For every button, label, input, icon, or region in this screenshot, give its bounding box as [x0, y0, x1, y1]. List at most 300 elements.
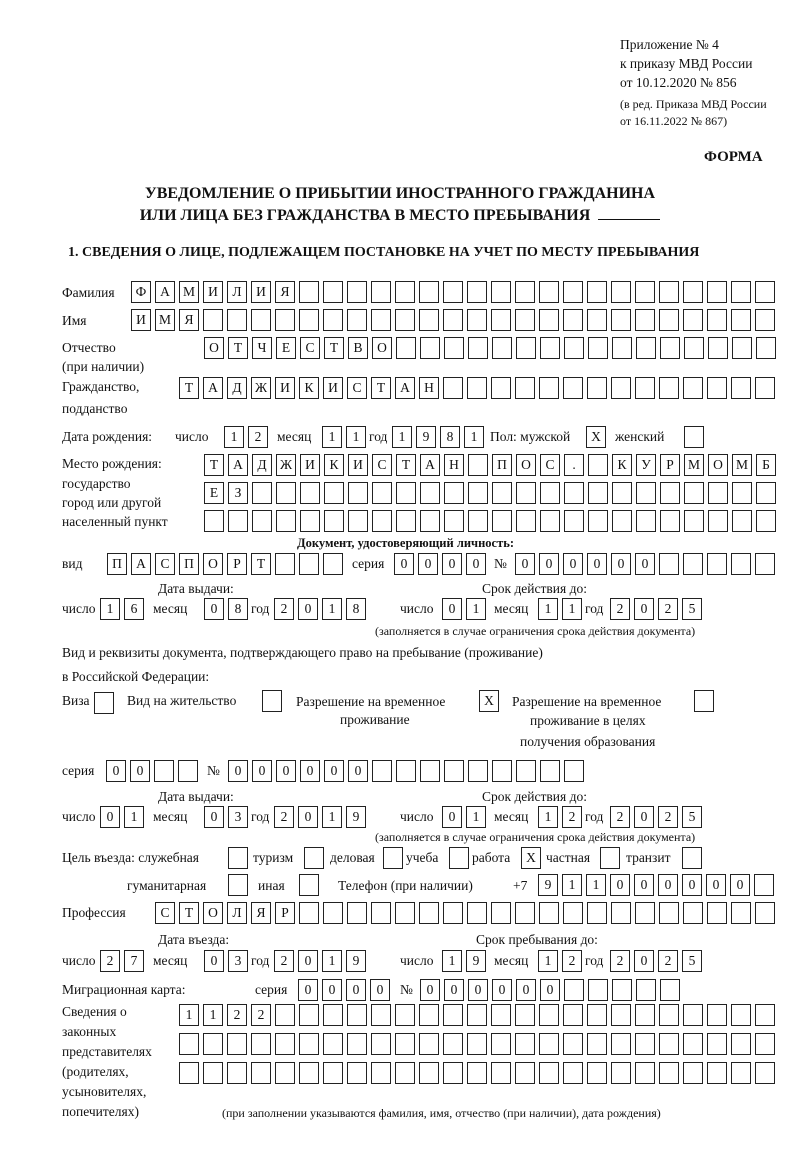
char-cell[interactable]: 0 — [276, 760, 296, 782]
char-cell[interactable] — [323, 1033, 343, 1055]
char-cell[interactable] — [299, 1004, 319, 1026]
char-cell[interactable] — [563, 309, 583, 331]
char-cell[interactable]: 0 — [444, 979, 464, 1001]
char-cell[interactable] — [444, 337, 464, 359]
char-cell[interactable]: 1 — [203, 1004, 223, 1026]
char-cell[interactable]: 7 — [124, 950, 144, 972]
char-cell[interactable] — [540, 760, 560, 782]
char-cell[interactable] — [299, 902, 319, 924]
char-cell[interactable]: Ф — [131, 281, 151, 303]
char-cell[interactable] — [227, 1033, 247, 1055]
char-cell[interactable]: 0 — [322, 979, 342, 1001]
char-cell[interactable] — [587, 1004, 607, 1026]
char-cell[interactable] — [755, 1033, 775, 1055]
char-cell[interactable] — [636, 337, 656, 359]
stay-month-field[interactable] — [538, 950, 582, 972]
birth-month-field[interactable] — [322, 426, 366, 448]
char-cell[interactable]: 0 — [515, 553, 535, 575]
char-cell[interactable]: М — [179, 281, 199, 303]
char-cell[interactable]: 0 — [204, 950, 224, 972]
char-cell[interactable] — [684, 426, 704, 448]
char-cell[interactable] — [515, 1033, 535, 1055]
char-cell[interactable] — [468, 482, 488, 504]
char-cell[interactable] — [731, 377, 751, 399]
char-cell[interactable] — [491, 309, 511, 331]
char-cell[interactable] — [467, 309, 487, 331]
char-cell[interactable] — [588, 510, 608, 532]
purpose-transit-checkbox[interactable] — [682, 847, 702, 869]
char-cell[interactable]: 5 — [682, 950, 702, 972]
char-cell[interactable]: 1 — [392, 426, 412, 448]
char-cell[interactable] — [659, 1033, 679, 1055]
char-cell[interactable] — [683, 1004, 703, 1026]
char-cell[interactable] — [276, 482, 296, 504]
char-cell[interactable]: В — [348, 337, 368, 359]
char-cell[interactable] — [420, 760, 440, 782]
char-cell[interactable] — [348, 482, 368, 504]
char-cell[interactable]: О — [203, 902, 223, 924]
char-cell[interactable]: Т — [324, 337, 344, 359]
char-cell[interactable]: 1 — [586, 874, 606, 896]
entry-year-field[interactable] — [274, 950, 366, 972]
char-cell[interactable] — [444, 482, 464, 504]
char-cell[interactable] — [300, 510, 320, 532]
char-cell[interactable]: 0 — [540, 979, 560, 1001]
char-cell[interactable] — [755, 902, 775, 924]
char-cell[interactable]: Т — [396, 454, 416, 476]
char-cell[interactable] — [468, 454, 488, 476]
surname-field[interactable] — [131, 281, 775, 303]
purpose-other-checkbox[interactable] — [299, 874, 319, 896]
char-cell[interactable] — [707, 377, 727, 399]
right-series-field[interactable] — [106, 760, 198, 782]
char-cell[interactable] — [588, 979, 608, 1001]
char-cell[interactable]: О — [708, 454, 728, 476]
char-cell[interactable]: 0 — [298, 598, 318, 620]
char-cell[interactable] — [443, 309, 463, 331]
char-cell[interactable] — [299, 281, 319, 303]
char-cell[interactable]: Р — [227, 553, 247, 575]
char-cell[interactable]: X — [479, 690, 499, 712]
char-cell[interactable] — [516, 337, 536, 359]
char-cell[interactable] — [251, 1062, 271, 1084]
purpose-private-checkbox[interactable] — [600, 847, 620, 869]
char-cell[interactable] — [708, 482, 728, 504]
char-cell[interactable] — [347, 902, 367, 924]
valid-year-field[interactable] — [610, 598, 702, 620]
reps-field-1[interactable] — [179, 1004, 775, 1026]
trp-checkbox[interactable] — [479, 690, 499, 712]
char-cell[interactable]: 2 — [610, 806, 630, 828]
char-cell[interactable] — [323, 281, 343, 303]
char-cell[interactable]: 5 — [682, 598, 702, 620]
char-cell[interactable]: 0 — [204, 598, 224, 620]
char-cell[interactable] — [539, 1004, 559, 1026]
char-cell[interactable]: 1 — [562, 874, 582, 896]
char-cell[interactable]: Д — [252, 454, 272, 476]
char-cell[interactable] — [203, 1062, 223, 1084]
char-cell[interactable] — [491, 902, 511, 924]
char-cell[interactable] — [540, 337, 560, 359]
char-cell[interactable] — [588, 482, 608, 504]
char-cell[interactable] — [299, 553, 319, 575]
char-cell[interactable]: Я — [275, 281, 295, 303]
issue-day-field[interactable] — [100, 598, 144, 620]
char-cell[interactable]: 0 — [442, 806, 462, 828]
char-cell[interactable]: 0 — [706, 874, 726, 896]
char-cell[interactable] — [178, 760, 198, 782]
char-cell[interactable]: 0 — [658, 874, 678, 896]
char-cell[interactable]: Е — [276, 337, 296, 359]
char-cell[interactable] — [467, 1062, 487, 1084]
char-cell[interactable]: И — [131, 309, 151, 331]
char-cell[interactable] — [707, 1004, 727, 1026]
char-cell[interactable] — [611, 1033, 631, 1055]
char-cell[interactable] — [443, 1033, 463, 1055]
char-cell[interactable]: 0 — [252, 760, 272, 782]
char-cell[interactable] — [299, 309, 319, 331]
char-cell[interactable] — [756, 510, 776, 532]
char-cell[interactable] — [227, 309, 247, 331]
char-cell[interactable] — [515, 281, 535, 303]
char-cell[interactable] — [731, 1033, 751, 1055]
char-cell[interactable] — [588, 454, 608, 476]
char-cell[interactable] — [708, 337, 728, 359]
valid-month-field[interactable] — [538, 598, 582, 620]
char-cell[interactable] — [587, 281, 607, 303]
char-cell[interactable] — [754, 874, 774, 896]
char-cell[interactable] — [228, 847, 248, 869]
char-cell[interactable]: 2 — [658, 950, 678, 972]
char-cell[interactable] — [491, 281, 511, 303]
char-cell[interactable] — [755, 1004, 775, 1026]
char-cell[interactable] — [732, 337, 752, 359]
right-valid-day-field[interactable] — [442, 806, 486, 828]
char-cell[interactable] — [347, 1004, 367, 1026]
char-cell[interactable] — [347, 1033, 367, 1055]
char-cell[interactable] — [539, 377, 559, 399]
char-cell[interactable] — [611, 309, 631, 331]
char-cell[interactable] — [179, 1033, 199, 1055]
char-cell[interactable] — [731, 281, 751, 303]
char-cell[interactable]: 1 — [124, 806, 144, 828]
char-cell[interactable] — [707, 1033, 727, 1055]
name-field[interactable] — [131, 309, 775, 331]
char-cell[interactable]: О — [372, 337, 392, 359]
char-cell[interactable] — [275, 553, 295, 575]
char-cell[interactable]: 0 — [394, 553, 414, 575]
char-cell[interactable]: 1 — [466, 598, 486, 620]
char-cell[interactable] — [683, 309, 703, 331]
char-cell[interactable]: 1 — [322, 426, 342, 448]
char-cell[interactable] — [443, 377, 463, 399]
char-cell[interactable] — [660, 482, 680, 504]
char-cell[interactable]: 2 — [274, 598, 294, 620]
char-cell[interactable]: Ч — [252, 337, 272, 359]
char-cell[interactable]: 1 — [224, 426, 244, 448]
char-cell[interactable] — [564, 482, 584, 504]
char-cell[interactable] — [683, 553, 703, 575]
profession-field[interactable] — [155, 902, 775, 924]
char-cell[interactable] — [515, 377, 535, 399]
char-cell[interactable] — [756, 337, 776, 359]
birth-day-field[interactable] — [224, 426, 268, 448]
char-cell[interactable]: 0 — [634, 806, 654, 828]
char-cell[interactable]: 1 — [346, 426, 366, 448]
char-cell[interactable]: 0 — [298, 979, 318, 1001]
char-cell[interactable]: З — [228, 482, 248, 504]
char-cell[interactable] — [564, 337, 584, 359]
char-cell[interactable]: 0 — [468, 979, 488, 1001]
char-cell[interactable]: Т — [179, 902, 199, 924]
birth-year-field[interactable] — [392, 426, 484, 448]
char-cell[interactable] — [371, 1062, 391, 1084]
char-cell[interactable]: 1 — [322, 806, 342, 828]
char-cell[interactable] — [492, 760, 512, 782]
char-cell[interactable] — [323, 309, 343, 331]
char-cell[interactable] — [515, 1004, 535, 1026]
char-cell[interactable] — [731, 1062, 751, 1084]
char-cell[interactable] — [708, 510, 728, 532]
char-cell[interactable]: 0 — [204, 806, 224, 828]
char-cell[interactable] — [324, 510, 344, 532]
char-cell[interactable]: А — [131, 553, 151, 575]
char-cell[interactable]: 0 — [420, 979, 440, 1001]
char-cell[interactable]: 1 — [179, 1004, 199, 1026]
char-cell[interactable] — [682, 847, 702, 869]
char-cell[interactable]: Л — [227, 281, 247, 303]
char-cell[interactable]: Н — [419, 377, 439, 399]
char-cell[interactable]: О — [204, 337, 224, 359]
char-cell[interactable]: С — [300, 337, 320, 359]
char-cell[interactable] — [515, 1062, 535, 1084]
char-cell[interactable] — [492, 482, 512, 504]
char-cell[interactable]: 0 — [634, 950, 654, 972]
char-cell[interactable]: 0 — [635, 553, 655, 575]
char-cell[interactable] — [227, 1062, 247, 1084]
char-cell[interactable]: 0 — [492, 979, 512, 1001]
migration-number-field[interactable] — [420, 979, 680, 1001]
char-cell[interactable]: А — [155, 281, 175, 303]
char-cell[interactable] — [611, 377, 631, 399]
char-cell[interactable] — [660, 337, 680, 359]
char-cell[interactable]: 3 — [228, 950, 248, 972]
char-cell[interactable]: Т — [228, 337, 248, 359]
char-cell[interactable]: 5 — [682, 806, 702, 828]
char-cell[interactable] — [395, 1062, 415, 1084]
char-cell[interactable] — [383, 847, 403, 869]
char-cell[interactable]: X — [521, 847, 541, 869]
char-cell[interactable] — [371, 902, 391, 924]
char-cell[interactable] — [203, 1033, 223, 1055]
char-cell[interactable] — [203, 309, 223, 331]
char-cell[interactable] — [707, 1062, 727, 1084]
char-cell[interactable] — [659, 1004, 679, 1026]
char-cell[interactable] — [755, 281, 775, 303]
char-cell[interactable]: 0 — [228, 760, 248, 782]
char-cell[interactable]: 2 — [274, 950, 294, 972]
char-cell[interactable]: А — [395, 377, 415, 399]
purpose-study-checkbox[interactable] — [449, 847, 469, 869]
char-cell[interactable] — [516, 760, 536, 782]
char-cell[interactable] — [323, 1004, 343, 1026]
char-cell[interactable] — [635, 281, 655, 303]
char-cell[interactable] — [395, 1004, 415, 1026]
char-cell[interactable]: 0 — [682, 874, 702, 896]
char-cell[interactable] — [395, 281, 415, 303]
char-cell[interactable] — [612, 337, 632, 359]
char-cell[interactable] — [564, 979, 584, 1001]
char-cell[interactable] — [563, 1033, 583, 1055]
char-cell[interactable] — [684, 482, 704, 504]
char-cell[interactable] — [467, 281, 487, 303]
char-cell[interactable]: Т — [179, 377, 199, 399]
char-cell[interactable] — [731, 1004, 751, 1026]
citizenship-field[interactable] — [179, 377, 775, 399]
char-cell[interactable]: 2 — [562, 950, 582, 972]
char-cell[interactable]: Р — [660, 454, 680, 476]
char-cell[interactable]: С — [540, 454, 560, 476]
char-cell[interactable] — [612, 979, 632, 1001]
char-cell[interactable]: 0 — [442, 598, 462, 620]
char-cell[interactable] — [516, 482, 536, 504]
char-cell[interactable]: 0 — [348, 760, 368, 782]
char-cell[interactable] — [396, 482, 416, 504]
char-cell[interactable]: 0 — [587, 553, 607, 575]
char-cell[interactable]: 0 — [466, 553, 486, 575]
char-cell[interactable] — [371, 1033, 391, 1055]
char-cell[interactable]: 2 — [100, 950, 120, 972]
char-cell[interactable]: С — [155, 902, 175, 924]
char-cell[interactable] — [491, 1033, 511, 1055]
char-cell[interactable]: 2 — [562, 806, 582, 828]
char-cell[interactable]: 1 — [442, 950, 462, 972]
char-cell[interactable] — [612, 510, 632, 532]
reps-field-2[interactable] — [179, 1033, 775, 1055]
char-cell[interactable] — [684, 510, 704, 532]
char-cell[interactable] — [732, 482, 752, 504]
phone-field[interactable] — [538, 874, 774, 896]
char-cell[interactable]: 1 — [466, 806, 486, 828]
char-cell[interactable] — [444, 760, 464, 782]
char-cell[interactable] — [94, 692, 114, 714]
char-cell[interactable]: И — [300, 454, 320, 476]
char-cell[interactable] — [563, 1062, 583, 1084]
char-cell[interactable]: М — [684, 454, 704, 476]
purpose-business-checkbox[interactable] — [383, 847, 403, 869]
char-cell[interactable] — [395, 902, 415, 924]
char-cell[interactable]: 9 — [538, 874, 558, 896]
char-cell[interactable]: 2 — [658, 598, 678, 620]
char-cell[interactable] — [659, 309, 679, 331]
char-cell[interactable] — [444, 510, 464, 532]
char-cell[interactable]: 2 — [248, 426, 268, 448]
valid-day-field[interactable] — [442, 598, 486, 620]
char-cell[interactable] — [323, 553, 343, 575]
char-cell[interactable] — [251, 309, 271, 331]
char-cell[interactable] — [659, 377, 679, 399]
char-cell[interactable]: 8 — [440, 426, 460, 448]
char-cell[interactable]: 0 — [634, 874, 654, 896]
purpose-tourism-checkbox[interactable] — [304, 847, 324, 869]
char-cell[interactable]: П — [107, 553, 127, 575]
issue-month-field[interactable] — [204, 598, 248, 620]
char-cell[interactable] — [707, 309, 727, 331]
char-cell[interactable]: 2 — [610, 950, 630, 972]
char-cell[interactable]: 9 — [346, 806, 366, 828]
char-cell[interactable] — [467, 1033, 487, 1055]
right-issue-day-field[interactable] — [100, 806, 144, 828]
char-cell[interactable] — [275, 1062, 295, 1084]
char-cell[interactable]: 2 — [610, 598, 630, 620]
char-cell[interactable]: 1 — [464, 426, 484, 448]
char-cell[interactable]: 1 — [322, 598, 342, 620]
char-cell[interactable]: Т — [204, 454, 224, 476]
char-cell[interactable]: 6 — [124, 598, 144, 620]
right-number-field[interactable] — [228, 760, 584, 782]
char-cell[interactable] — [371, 281, 391, 303]
char-cell[interactable] — [396, 510, 416, 532]
char-cell[interactable]: 3 — [228, 806, 248, 828]
char-cell[interactable] — [731, 309, 751, 331]
stay-year-field[interactable] — [610, 950, 702, 972]
right-valid-year-field[interactable] — [610, 806, 702, 828]
char-cell[interactable] — [659, 553, 679, 575]
char-cell[interactable]: А — [228, 454, 248, 476]
char-cell[interactable] — [154, 760, 174, 782]
char-cell[interactable] — [420, 482, 440, 504]
char-cell[interactable]: О — [516, 454, 536, 476]
char-cell[interactable] — [491, 377, 511, 399]
char-cell[interactable] — [467, 902, 487, 924]
entry-month-field[interactable] — [204, 950, 248, 972]
char-cell[interactable]: 0 — [539, 553, 559, 575]
char-cell[interactable] — [419, 309, 439, 331]
residence-checkbox[interactable] — [262, 690, 282, 712]
char-cell[interactable] — [636, 482, 656, 504]
char-cell[interactable] — [683, 377, 703, 399]
char-cell[interactable] — [563, 377, 583, 399]
visa-checkbox[interactable] — [94, 692, 114, 714]
char-cell[interactable] — [707, 281, 727, 303]
char-cell[interactable]: 0 — [106, 760, 126, 782]
char-cell[interactable]: Я — [179, 309, 199, 331]
char-cell[interactable] — [683, 1062, 703, 1084]
char-cell[interactable] — [419, 1033, 439, 1055]
char-cell[interactable] — [396, 760, 416, 782]
stay-day-field[interactable] — [442, 950, 486, 972]
char-cell[interactable]: Н — [444, 454, 464, 476]
char-cell[interactable] — [611, 1004, 631, 1026]
char-cell[interactable] — [323, 902, 343, 924]
char-cell[interactable] — [611, 281, 631, 303]
right-issue-month-field[interactable] — [204, 806, 248, 828]
char-cell[interactable] — [347, 1062, 367, 1084]
char-cell[interactable] — [491, 1004, 511, 1026]
char-cell[interactable]: 0 — [298, 950, 318, 972]
char-cell[interactable]: У — [636, 454, 656, 476]
char-cell[interactable]: С — [347, 377, 367, 399]
char-cell[interactable] — [755, 553, 775, 575]
char-cell[interactable] — [635, 902, 655, 924]
char-cell[interactable] — [419, 1062, 439, 1084]
doc-series-field[interactable] — [394, 553, 486, 575]
char-cell[interactable] — [600, 847, 620, 869]
char-cell[interactable] — [683, 1033, 703, 1055]
issue-year-field[interactable] — [274, 598, 366, 620]
char-cell[interactable]: А — [420, 454, 440, 476]
char-cell[interactable] — [587, 1062, 607, 1084]
